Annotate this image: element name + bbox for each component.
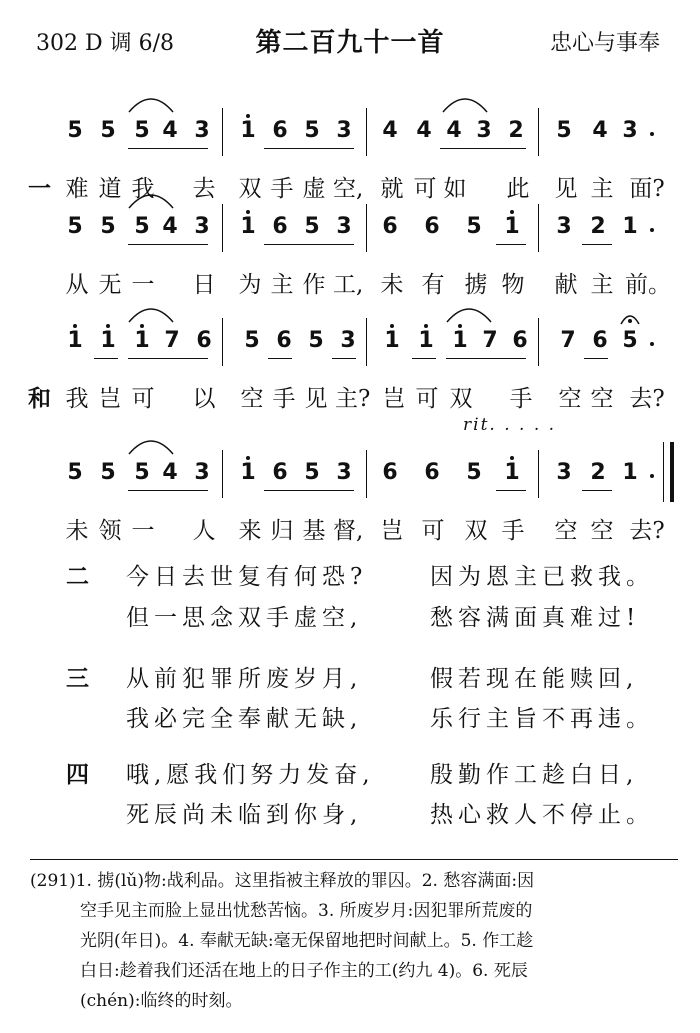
note: 3	[336, 214, 352, 239]
note: 1	[134, 328, 150, 353]
high-octave-dot	[246, 456, 250, 460]
bar-line	[538, 450, 539, 498]
lyric-syllable: 岂	[380, 518, 404, 544]
note: 3	[556, 460, 572, 485]
note: 5	[134, 460, 150, 485]
high-octave-dot	[246, 114, 250, 118]
note: 6	[592, 328, 608, 353]
lyric-syllable: 此	[506, 176, 530, 202]
note: 7	[164, 328, 180, 353]
note: 4	[592, 118, 608, 143]
verse-label: 一	[28, 175, 51, 202]
note: 5	[100, 460, 116, 485]
note: 6	[276, 328, 292, 353]
lyric-syllable: 工,	[333, 272, 364, 298]
lyric-syllable: 人	[192, 518, 216, 544]
high-octave-dot	[106, 324, 110, 328]
note: 6	[382, 460, 398, 485]
note: 1	[384, 328, 400, 353]
lyric-syllable: 领	[98, 518, 122, 544]
lyric-syllable: 掳	[464, 272, 488, 298]
footnote-line: 光阴(年日)。4. 奉献无缺:毫无保留地把时间献上。5. 作工趁	[80, 931, 534, 951]
note: 6	[424, 214, 440, 239]
beam-line	[264, 244, 354, 245]
note: 5	[622, 328, 638, 353]
augmentation-dot	[650, 474, 654, 478]
lyric-syllable: 手	[272, 386, 296, 412]
lyric-syllable: 虚	[302, 176, 326, 202]
beam-line	[264, 148, 354, 149]
beam-line	[128, 358, 208, 359]
note: 3	[340, 328, 356, 353]
stanza-line-left: 哦,愿我们努力发奋,	[126, 762, 375, 788]
lyric-syllable: 有	[421, 272, 445, 298]
note: 4	[446, 118, 462, 143]
lyric-syllable: 空	[554, 518, 578, 544]
note: 5	[244, 328, 260, 353]
lyric-syllable: 空	[590, 386, 614, 412]
lyric-syllable: 去?	[629, 386, 665, 412]
stanza-line-left: 从前犯罪所废岁月,	[126, 666, 363, 692]
note: 4	[416, 118, 432, 143]
note: 3	[622, 118, 638, 143]
hymn-number-key: 302 D 调 6/8	[36, 31, 175, 56]
bar-line	[366, 204, 367, 252]
lyric-syllable: 基	[302, 518, 326, 544]
lyric-syllable: 作	[302, 272, 326, 298]
bar-line	[366, 108, 367, 156]
note: 5	[134, 118, 150, 143]
note: 5	[556, 118, 572, 143]
note: 1	[452, 328, 468, 353]
lyric-syllable: 难	[65, 176, 89, 202]
note: 4	[162, 460, 178, 485]
beam-line	[412, 358, 436, 359]
ritardando-mark: rit. . . . .	[463, 415, 557, 435]
note: 3	[194, 460, 210, 485]
beam-line	[584, 358, 608, 359]
lyric-syllable: 主	[590, 272, 614, 298]
slur-mark	[126, 432, 176, 456]
footnote-line: (chén):临终的时刻。	[80, 991, 243, 1011]
note: 5	[304, 118, 320, 143]
stanza-number: 四	[66, 762, 89, 788]
final-bar-thick	[670, 442, 674, 502]
lyric-syllable: 空	[590, 518, 614, 544]
lyric-syllable: 以	[192, 386, 216, 412]
note: 5	[100, 214, 116, 239]
lyric-syllable: 手	[509, 386, 533, 412]
high-octave-dot	[510, 456, 514, 460]
fermata-mark	[618, 308, 642, 328]
beam-line	[496, 490, 526, 491]
note: 3	[194, 118, 210, 143]
lyric-syllable: 见	[554, 176, 578, 202]
high-octave-dot	[140, 324, 144, 328]
lyric-syllable: 可	[413, 176, 437, 202]
lyric-syllable: 我	[65, 386, 89, 412]
stanza-line-right: 愁容满面真难过!	[430, 605, 641, 631]
lyric-syllable: 岂	[382, 386, 406, 412]
lyric-syllable: 道	[98, 176, 122, 202]
note: 1	[67, 328, 83, 353]
lyric-syllable: 面?	[629, 176, 665, 202]
bar-line	[366, 318, 367, 366]
lyric-syllable: 空	[558, 386, 582, 412]
lyric-syllable: 前。	[625, 272, 671, 298]
note: 2	[590, 214, 606, 239]
note: 5	[100, 118, 116, 143]
lyric-syllable: 我	[131, 176, 155, 202]
high-octave-dot	[390, 324, 394, 328]
stanza-line-left: 今日去世复有何恐?	[126, 564, 368, 590]
stanza-line-left: 死辰尚未临到你身,	[126, 802, 363, 828]
note: 4	[382, 118, 398, 143]
note: 1	[504, 460, 520, 485]
note: 3	[556, 214, 572, 239]
footnote	[30, 866, 678, 1016]
lyric-syllable: 日	[192, 272, 216, 298]
note: 1	[240, 214, 256, 239]
note: 2	[590, 460, 606, 485]
note: 5	[67, 118, 83, 143]
augmentation-dot	[650, 228, 654, 232]
beam-line	[582, 490, 612, 491]
bar-line	[538, 318, 539, 366]
lyric-syllable: 就	[380, 176, 404, 202]
note: 1	[418, 328, 434, 353]
lyric-syllable: 一	[131, 272, 155, 298]
note: 6	[424, 460, 440, 485]
note: 5	[466, 460, 482, 485]
lyric-syllable: 无	[98, 272, 122, 298]
note: 2	[508, 118, 524, 143]
note: 6	[382, 214, 398, 239]
stanza-line-right: 热心救人不停止。	[430, 802, 654, 828]
lyric-syllable: 督,	[333, 518, 364, 544]
note: 6	[272, 214, 288, 239]
note: 1	[240, 460, 256, 485]
stanza-number: 三	[66, 666, 89, 692]
note: 1	[240, 118, 256, 143]
note: 3	[336, 460, 352, 485]
lyric-syllable: 如	[443, 176, 467, 202]
beam-line	[94, 358, 118, 359]
note: 1	[622, 214, 638, 239]
beam-line	[268, 358, 292, 359]
beam-line	[128, 490, 208, 491]
note: 1	[100, 328, 116, 353]
augmentation-dot	[650, 342, 654, 346]
lyric-syllable: 双	[464, 518, 488, 544]
bar-line	[538, 204, 539, 252]
lyric-syllable: 可	[421, 518, 445, 544]
lyric-syllable: 未	[380, 272, 404, 298]
note: 1	[504, 214, 520, 239]
note: 3	[336, 118, 352, 143]
beam-line	[128, 148, 208, 149]
note: 4	[162, 118, 178, 143]
note: 1	[622, 460, 638, 485]
lyric-syllable: 归	[270, 518, 294, 544]
hymn-category: 忠心与事奉	[549, 31, 660, 56]
note: 3	[476, 118, 492, 143]
slur-mark	[126, 186, 176, 210]
footnote-line: 白日:趁着我们还活在地上的日子作主的工(约九 4)。6. 死辰	[80, 961, 528, 981]
lyric-syllable: 空,	[333, 176, 364, 202]
stanza-line-right: 因为恩主已救我。	[430, 564, 654, 590]
high-octave-dot	[424, 324, 428, 328]
high-octave-dot	[458, 324, 462, 328]
note: 5	[308, 328, 324, 353]
lyric-syllable: 为	[238, 272, 262, 298]
stanza-line-right: 乐行主旨不再违。	[430, 706, 654, 732]
lyric-syllable: 物	[501, 272, 525, 298]
note: 7	[482, 328, 498, 353]
lyric-syllable: 手	[270, 176, 294, 202]
note: 6	[272, 460, 288, 485]
footnote-line: 空手见主而脸上显出忧愁苦恼。3. 所废岁月:因犯罪所荒废的	[80, 901, 533, 921]
lyric-syllable: 见	[304, 386, 328, 412]
stanza-line-right: 假若现在能赎回,	[430, 666, 639, 692]
verse-label: 和	[28, 385, 51, 412]
bar-line	[222, 450, 223, 498]
high-octave-dot	[510, 210, 514, 214]
lyric-syllable: 可	[131, 386, 155, 412]
beam-line	[264, 490, 354, 491]
beam-line	[440, 148, 526, 149]
lyrics-row	[0, 170, 700, 204]
footnote-rule	[30, 859, 678, 860]
slur-mark	[444, 300, 494, 324]
note: 6	[196, 328, 212, 353]
note: 6	[512, 328, 528, 353]
lyric-syllable: 双	[449, 386, 473, 412]
slur-mark	[126, 300, 176, 324]
beam-line	[128, 244, 208, 245]
lyric-syllable: 来	[238, 518, 262, 544]
beam-line	[332, 358, 356, 359]
hymn-title: 第二百九十一首	[255, 28, 445, 58]
stanza-number: 二	[66, 564, 89, 590]
beam-line	[496, 244, 526, 245]
note: 5	[67, 460, 83, 485]
lyric-syllable: 手	[501, 518, 525, 544]
lyric-syllable: 双	[238, 176, 262, 202]
footnote-line: (291)1. 掳(lǔ)物:战利品。这里指被主释放的罪囚。2. 愁容满面:因	[30, 871, 535, 891]
stanza-line-left: 我必完全奉献无缺,	[126, 706, 363, 732]
note: 5	[304, 214, 320, 239]
lyric-syllable: 主	[270, 272, 294, 298]
note: 5	[304, 460, 320, 485]
high-octave-dot	[73, 324, 77, 328]
note: 5	[67, 214, 83, 239]
beam-line	[582, 244, 612, 245]
bar-line	[538, 108, 539, 156]
stanza-line-left: 但一思念双手虚空,	[126, 605, 363, 631]
lyric-syllable: 岂	[98, 386, 122, 412]
lyric-syllable: 去	[192, 176, 216, 202]
lyric-syllable: 献	[554, 272, 578, 298]
stanza-line-right: 殷勤作工趁白日,	[430, 762, 639, 788]
note: 5	[466, 214, 482, 239]
bar-line	[222, 318, 223, 366]
bar-line	[222, 204, 223, 252]
final-bar-thin	[663, 442, 664, 502]
lyric-syllable: 从	[65, 272, 89, 298]
note: 4	[162, 214, 178, 239]
lyric-syllable: 可	[415, 386, 439, 412]
lyrics-row	[0, 512, 700, 546]
augmentation-dot	[650, 132, 654, 136]
lyrics-row	[0, 380, 700, 414]
note: 5	[134, 214, 150, 239]
note: 3	[194, 214, 210, 239]
lyrics-row	[0, 266, 700, 300]
lyric-syllable: 一	[131, 518, 155, 544]
bar-line	[366, 450, 367, 498]
slur-mark	[126, 90, 176, 114]
slur-mark	[440, 90, 490, 114]
high-octave-dot	[246, 210, 250, 214]
note: 7	[560, 328, 576, 353]
bar-line	[222, 108, 223, 156]
lyric-syllable: 主	[590, 176, 614, 202]
beam-line	[446, 358, 526, 359]
lyric-syllable: 空	[240, 386, 264, 412]
lyric-syllable: 主?	[335, 386, 371, 412]
lyric-syllable: 去?	[629, 518, 665, 544]
lyric-syllable: 未	[65, 518, 89, 544]
note: 6	[272, 118, 288, 143]
